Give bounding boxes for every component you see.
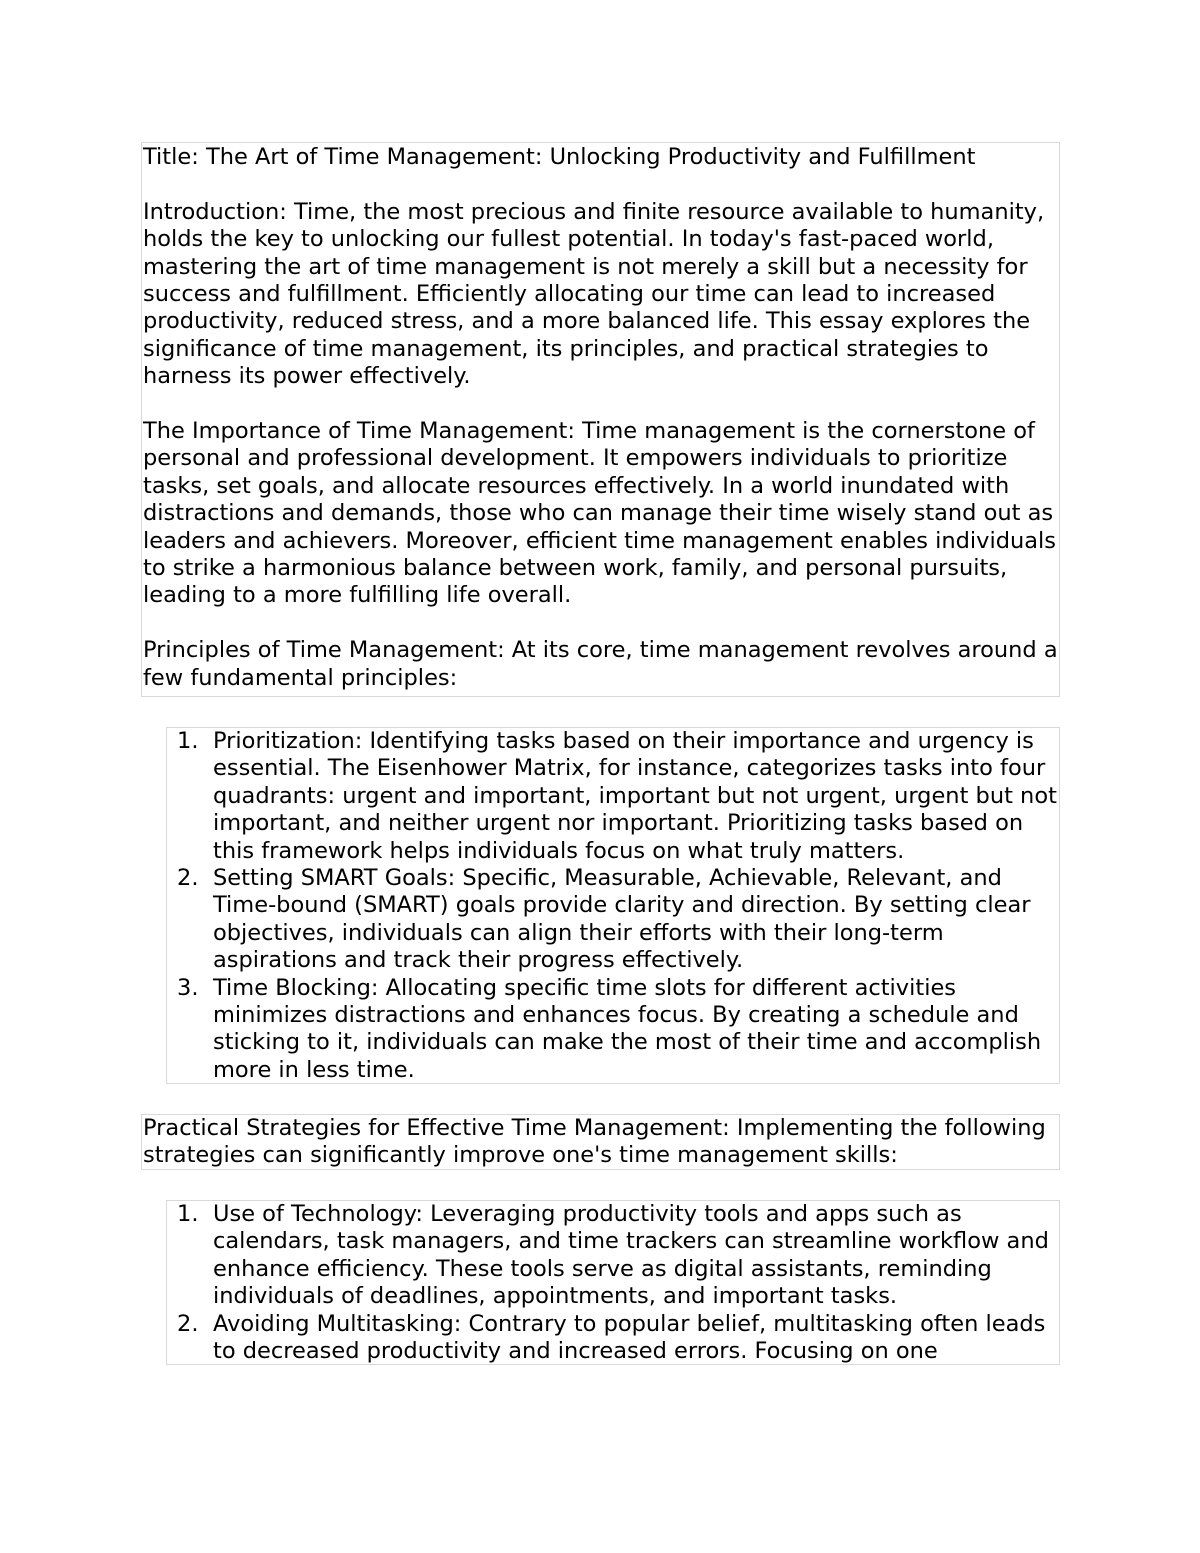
introduction-paragraph: Introduction: Time, the most precious and finite resource available to humanity, holds the key to unlocking our fullest potential. In today's fast-paced world, mastering the art of time management is not merely a skill but a necessity for success and fulfillment. Efficiently allocating our time can lead to increased productivity, reduced stress, and a more balanced life. This essay explores the significance of time management, its principles, and practical strategies to harness its power effectively. [143,198,1045,390]
list-item-number: 3. [177,974,199,1001]
list-item-text: Time Blocking: Allocating specific time slots for different activities minimizes distractions and enhances focus. By creating a schedule and sticking to it, individuals can make the most of their time and accomplish more in less time. [213,974,1042,1083]
importance-paragraph: The Importance of Time Management: Time management is the cornerstone of personal and professional development. It empowers individuals to prioritize tasks, set goals, and allocate resources effectively. In a world inundated with distractions and demands, those who can manage their time wisely stand out as leaders and achievers. Moreover, efficient time management enables individuals to strike a harmonious balance between work, family, and personal pursuits, leading to a more fulfilling life overall. [143,418,1057,609]
principles-intro-paragraph: Principles of Time Management: At its core, time management revolves around a few fundamental principles: [143,637,1058,691]
list-item [167,1311,1059,1365]
intro-text-block [141,142,1060,697]
strategies-intro-paragraph: Practical Strategies for Effective Time Management: Implementing the following strategies can significantly improve one's time management skills: [143,1115,1046,1169]
strategies-list-block [166,1200,1060,1365]
list-item-number: 1. [177,1201,199,1227]
essay-title: Title: The Art of Time Management: Unlocking Productivity and Fulfillment [143,144,976,170]
principles-list [167,728,1059,1084]
list-item [167,1201,1059,1311]
list-item-text: Use of Technology: Leveraging productivity tools and apps such as calendars, task managers, and time trackers can streamline workflow and enhance efficiency. These tools serve as digital assistants, reminding individuals of deadlines, appointments, and important tasks. [213,1201,1049,1310]
list-item-text: Avoiding Multitasking: Contrary to popular belief, multitasking often leads to decreased productivity and increased errors. Focusing on one [213,1310,1046,1365]
list-item-number: 2. [177,865,199,892]
list-item [167,865,1059,975]
list-item-number: 2. [177,1310,199,1337]
list-item-text: Prioritization: Identifying tasks based on their importance and urgency is essential. The Eisenhower Matrix, for instance, categorizes tasks into four quadrants: urgent and important, important but not urgent, urgent but not important, and neither urgent nor important. Prioritizing tasks based on this framework helps individuals focus on what truly matters. [213,728,1057,864]
list-item [167,728,1059,865]
principles-list-block [166,727,1060,1084]
list-item-text: Setting SMART Goals: Specific, Measurable, Achievable, Relevant, and Time-bound (SMART) goals provide clarity and direction. By setting clear objectives, individuals can align their efforts with their long-term aspirations and track their progress effectively. [213,865,1031,974]
strategies-list [167,1201,1059,1365]
list-item-number: 1. [177,728,199,754]
strategies-intro-block [141,1114,1060,1170]
list-item [167,975,1059,1085]
